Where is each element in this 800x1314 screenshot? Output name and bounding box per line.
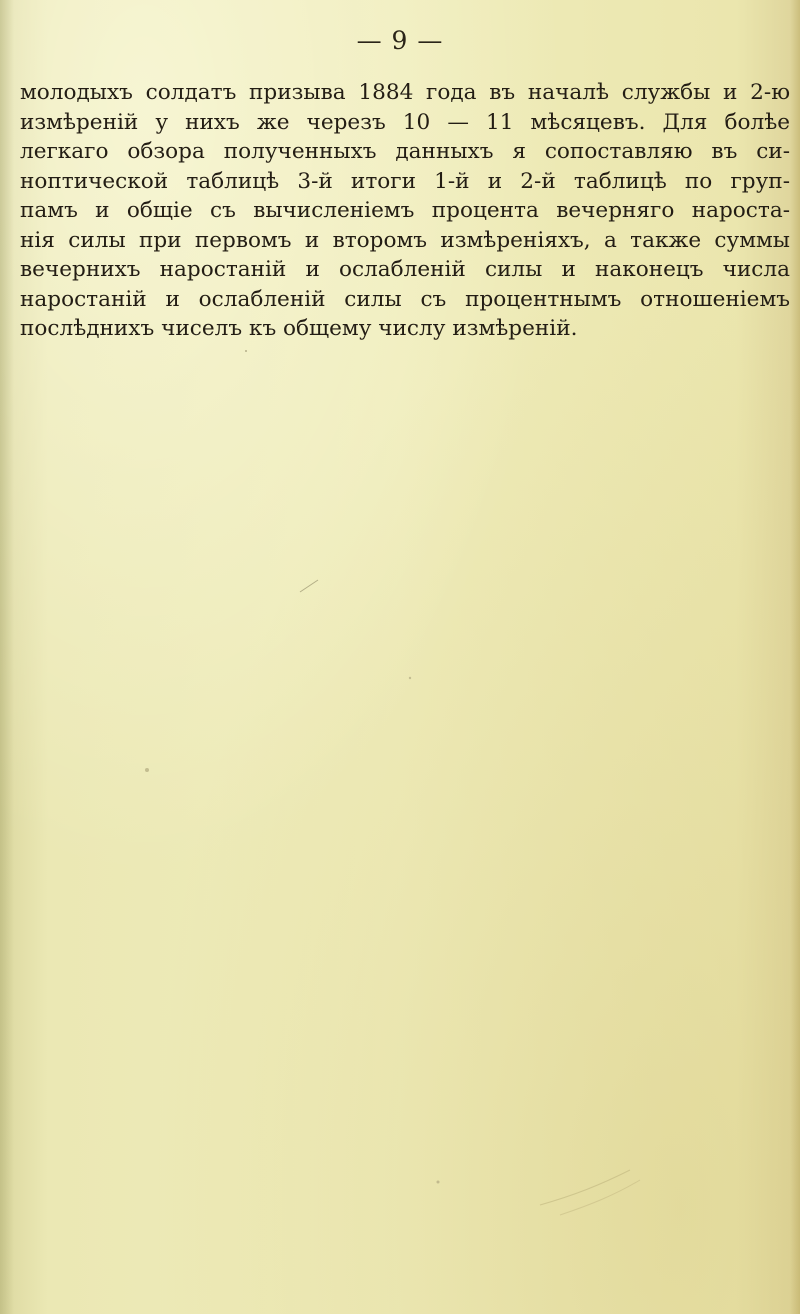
body-paragraph	[20, 78, 790, 344]
page-number: — 9 —	[356, 26, 444, 55]
text-line: нія силы при первомъ и второмъ измѣреніяхъ, а также суммы	[20, 227, 790, 253]
text-line: вечернихъ наростаній и ослабленій силы и наконецъ числа	[20, 257, 790, 282]
text-line: ноптической таблицѣ 3-й итоги 1-й и 2-й таблицѣ по груп-	[20, 168, 790, 194]
text-line: измѣреній у нихъ же черезъ 10 — 11 мѣсяцевъ. Для болѣе	[20, 109, 790, 135]
text-line: молодыхъ солдатъ призыва 1884 года въ началѣ службы и 2-ю	[20, 80, 790, 105]
text-line: памъ и общіе съ вычисленіемъ процента вечерняго нароста-	[20, 198, 790, 223]
text-line: наростаній и ослабленій силы съ процентнымъ отношеніемъ	[20, 286, 790, 312]
text-line: послѣднихъ чиселъ къ общему числу измѣреній.	[20, 316, 578, 341]
text-line: легкаго обзора полученныхъ данныхъ я сопоставляю въ си-	[20, 139, 790, 164]
